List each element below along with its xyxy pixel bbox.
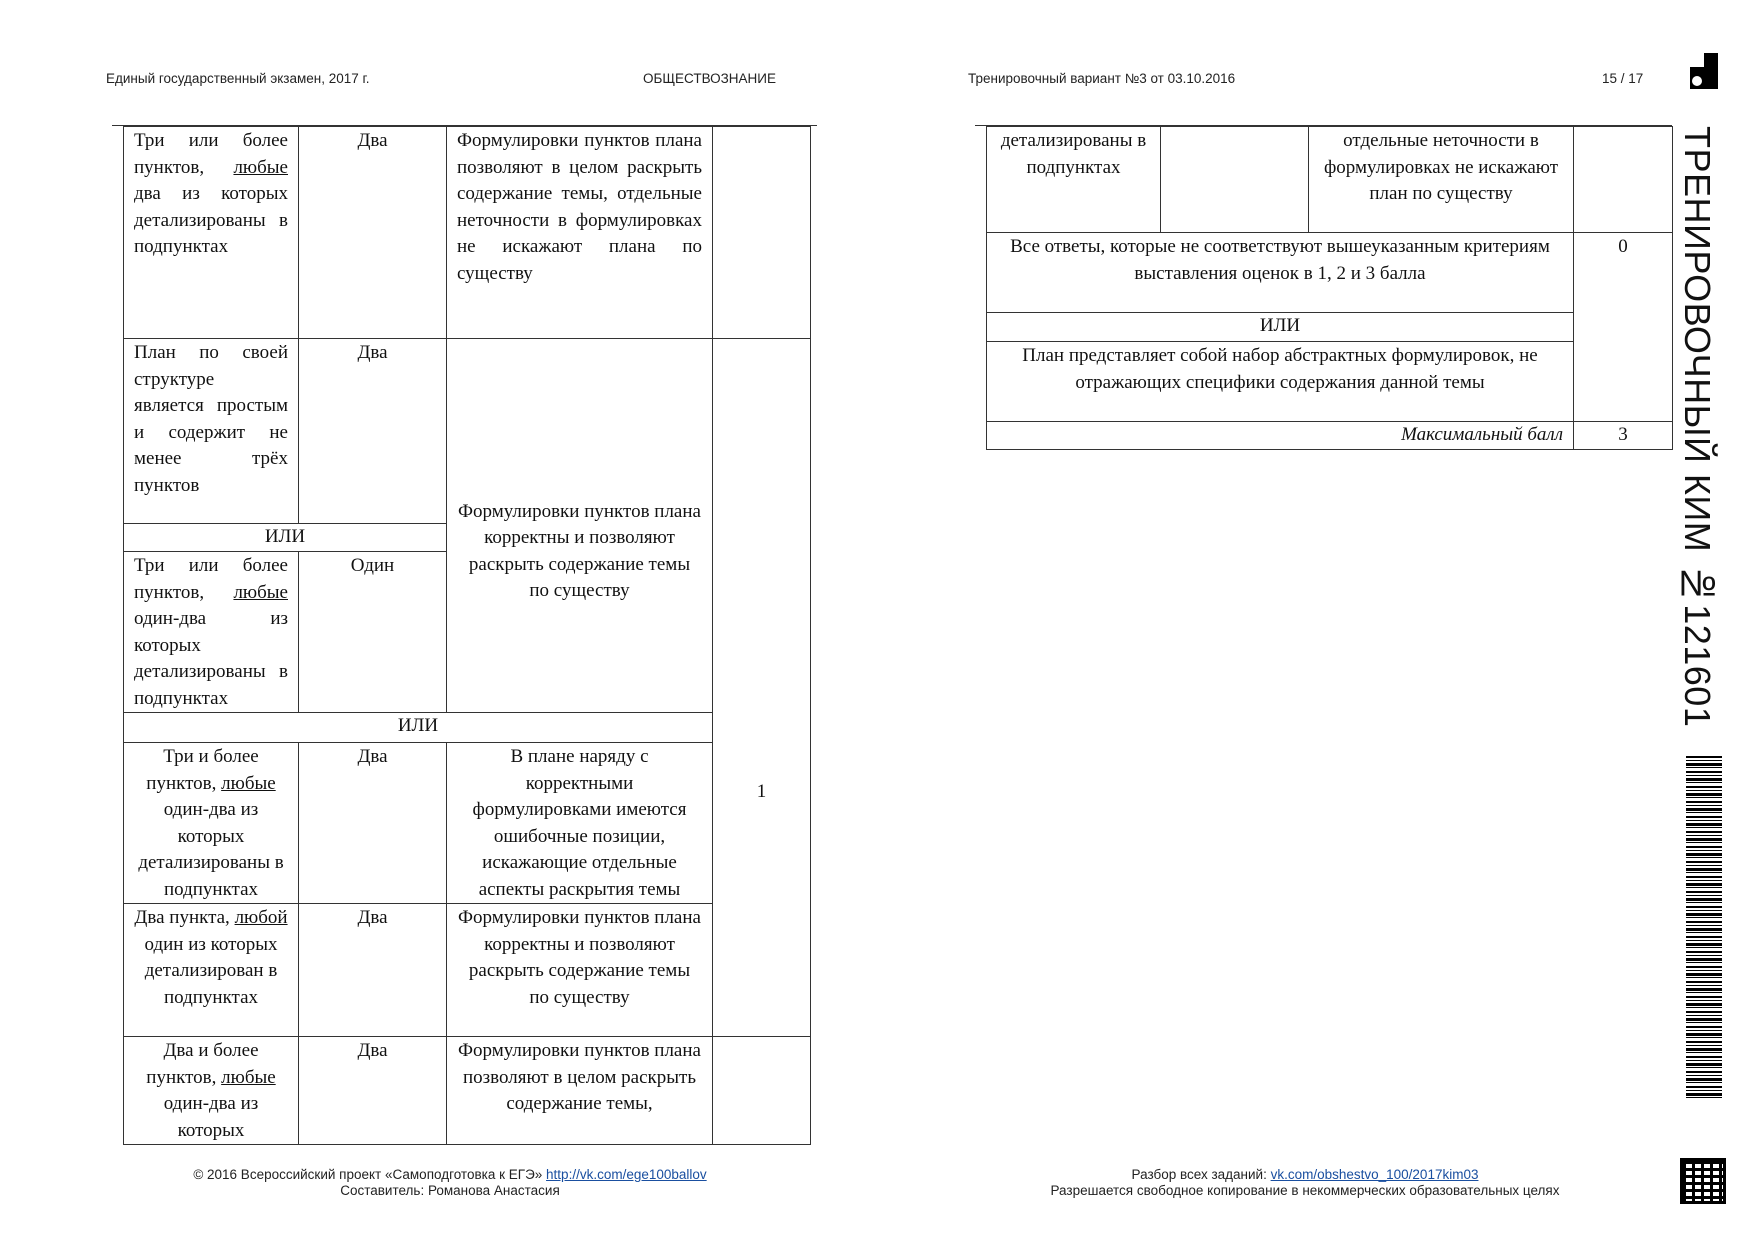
abstract-plan-text: План представляет собой набор абстрактных формулировок, не <box>1022 345 1538 366</box>
barcode-icon <box>1686 756 1722 1098</box>
side-variant-title: ТРЕНИРОВОЧНЫЙ КИМ №121601 <box>1677 126 1718 728</box>
cell-score <box>713 127 811 339</box>
table-row <box>987 422 1673 450</box>
qr-code-icon <box>1680 1158 1726 1204</box>
footer-link-vk[interactable]: http://vk.com/ege100ballov <box>546 1167 707 1182</box>
cell-other-answers <box>987 233 1574 313</box>
footer-author: Составитель: Романова Анастасия <box>340 1183 560 1198</box>
table-row <box>124 339 811 524</box>
footer-copyright-line: © 2016 Всероссийский проект «Самоподготовка к ЕГЭ» http://vk.com/ege100ballov <box>193 1167 707 1182</box>
footer-link-analysis[interactable]: vk.com/obshestvo_100/2017kim03 <box>1270 1167 1479 1182</box>
cell-abstract-plan <box>987 342 1574 422</box>
criteria-table-left <box>123 126 811 1145</box>
table-row <box>987 233 1673 313</box>
subject-title: ОБЩЕСТВОЗНАНИЕ <box>643 71 776 86</box>
cell-plan: детализированы в подпунктах <box>987 127 1161 233</box>
other-answers-text-2: выставления оценок в 1, 2 и 3 балла <box>1134 262 1426 284</box>
or-label: ИЛИ <box>124 713 713 743</box>
cell-wording: В плане наряду с корректными формулировками имеются ошибочные позиции, искажающие отдельные аспекты раскрытия темы <box>447 743 713 904</box>
table-row <box>124 904 811 1037</box>
table-row <box>987 313 1673 342</box>
footer-license: Разрешается свободное копирование в некоммерческих образовательных целях <box>1050 1183 1560 1198</box>
cell-score <box>1574 127 1673 233</box>
max-score-value: 3 <box>1574 422 1673 450</box>
table-row <box>124 743 811 904</box>
table-row <box>987 342 1673 422</box>
logo-icon <box>1690 53 1718 89</box>
cell-plan: Три и более пунктов, любые один-два из которых детализированы в подпунктах <box>124 743 299 904</box>
cell-wording: Формулировки пунктов плана позволяют в целом раскрыть содержание темы, отдельные неточности в формулировках не искажают плана по существу <box>447 127 713 339</box>
exam-title: Единый государственный экзамен, 2017 г. <box>106 71 370 86</box>
cell-plan: Два пункта, любой один из которых детализирован в подпунктах <box>124 904 299 1037</box>
variant-title: Тренировочный вариант №3 от 03.10.2016 <box>968 71 1236 86</box>
table-row <box>124 713 811 743</box>
cell-plan: Три или более пунктов, любые два из которых детализированы в подпунктах <box>124 127 299 339</box>
cell-plan: Два и более пунктов, любые один-два из которых <box>124 1037 299 1145</box>
table-row <box>124 1037 811 1145</box>
max-score-label: Максимальный балл <box>987 422 1574 450</box>
or-label: ИЛИ <box>987 313 1574 342</box>
cell-score: 1 <box>713 339 811 1037</box>
table-row <box>124 127 811 339</box>
cell-score: 0 <box>1574 233 1673 422</box>
abstract-plan-text-2: отражающих специфики содержания данной темы <box>1075 371 1485 393</box>
cell-score <box>713 1037 811 1145</box>
cell-count: Один <box>299 552 447 713</box>
criteria-table-right <box>986 126 1673 450</box>
cell-count <box>1161 127 1309 233</box>
footer-right <box>1020 1167 1590 1199</box>
cell-count: Два <box>299 127 447 339</box>
cell-wording: отдельные неточности в формулировках не искажают план по существу <box>1309 127 1574 233</box>
cell-count: Два <box>299 1037 447 1145</box>
other-answers-text: Все ответы, которые не соответствуют вышеуказанным критериям <box>1010 236 1550 257</box>
cell-count: Два <box>299 339 447 524</box>
cell-plan: План по своей структуре является простым и содержит не менее трёх пунктов <box>124 339 299 524</box>
cell-plan: Три или более пунктов, любые один-два из которых детализированы в подпунктах <box>124 552 299 713</box>
table-row <box>987 127 1673 233</box>
or-label: ИЛИ <box>124 524 447 552</box>
page-number: 15 / 17 <box>1602 71 1644 86</box>
cell-count: Два <box>299 904 447 1037</box>
cell-wording: Формулировки пунктов плана позволяют в целом раскрыть содержание темы, <box>447 1037 713 1145</box>
cell-wording: Формулировки пунктов плана корректны и позволяют раскрыть содержание темы по существу <box>447 904 713 1037</box>
cell-count: Два <box>299 743 447 904</box>
footer-analysis-line: Разбор всех заданий: vk.com/obshestvo_100/2017kim03 <box>1131 1167 1479 1182</box>
footer-left <box>140 1167 760 1199</box>
cell-wording: Формулировки пунктов плана корректны и позволяют раскрыть содержание темы по существу <box>447 339 713 713</box>
